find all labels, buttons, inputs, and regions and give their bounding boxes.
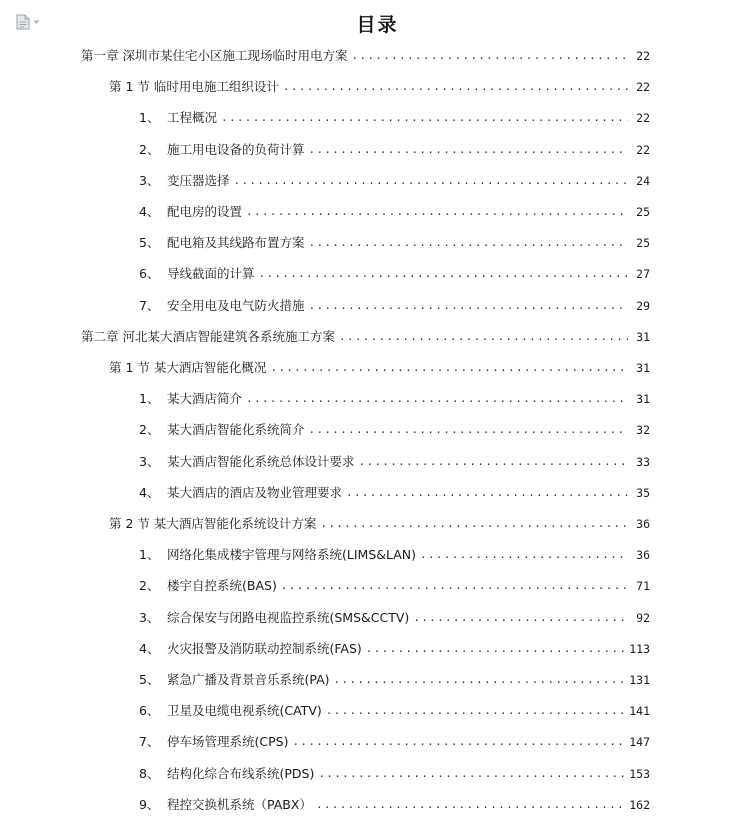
toc-entry-level3[interactable]: [139, 262, 650, 282]
toc-dot-leader: [366, 641, 625, 657]
toc-entry-number: 9、: [139, 796, 160, 812]
toc-entry-title: 卫星及电缆电视系统(CATV): [167, 703, 322, 719]
toc-entry-title: 停车场管理系统(CPS): [167, 734, 289, 750]
toc-page-number: 25: [636, 205, 650, 219]
toc-dot-leader: [234, 173, 628, 189]
toc-entry-level3[interactable]: [139, 730, 650, 750]
toc-page-number: 22: [636, 142, 650, 157]
toc-dot-leader: [318, 766, 625, 782]
toc-page-number: 31: [636, 329, 650, 344]
toc-dot-leader: [413, 610, 628, 626]
toc-entry-level2[interactable]: [109, 75, 650, 95]
toc-entry-number: 4、: [139, 484, 160, 500]
toc-entry-level3[interactable]: [139, 387, 650, 407]
toc-entry-title: 某大酒店的酒店及物业管理要求: [167, 484, 343, 500]
toc-page-number: 31: [636, 392, 650, 407]
toc-dot-leader: [334, 672, 626, 688]
toc-dot-leader: [359, 454, 628, 470]
toc-entry-level3[interactable]: [139, 169, 650, 189]
toc-entry-number: 3、: [139, 453, 160, 469]
toc-entry-level3[interactable]: [139, 699, 650, 719]
toc-entry-number: 6、: [139, 703, 160, 719]
toc-page-number: 24: [636, 173, 650, 188]
toc-entry-number: 4、: [139, 640, 160, 656]
toc-entry-title: 综合保安与闭路电视监控系统(SMS&CCTV): [167, 609, 410, 625]
toc-page-number: 35: [636, 485, 650, 500]
toc-entry-title: 楼宇自控系统(BAS): [167, 578, 277, 594]
toc-page-number: 131: [629, 673, 650, 687]
toc-entry-number: 第 1 节: [109, 79, 154, 95]
toc-page-number: 22: [636, 80, 650, 95]
toc-dot-leader: [326, 703, 625, 719]
toc-entry-level3[interactable]: [139, 138, 650, 158]
toc-entry-number: 1、: [139, 391, 160, 407]
toc-entry-level1[interactable]: [81, 325, 650, 345]
toc-entry-number: 第一章: [81, 48, 123, 63]
toc-entry-title: 施工用电设备的负荷计算: [167, 141, 305, 157]
toc-dot-leader: [309, 298, 628, 314]
toc-entry-level3[interactable]: [139, 637, 650, 657]
toc-entry-title: 程控交换机系统（PABX）: [167, 796, 312, 812]
toc-entry-number: 3、: [139, 609, 160, 625]
toc-dot-leader: [420, 547, 628, 563]
page-title: 目录: [356, 14, 399, 36]
toc-entry-title: 配电箱及其线路布置方案: [167, 235, 305, 251]
toc-entry-number: 7、: [139, 734, 160, 750]
toc-dot-leader: [270, 360, 628, 376]
toc-entry-number: 5、: [139, 672, 160, 687]
toc-page-number: 113: [629, 641, 650, 656]
toc-entry-title: 深圳市某住宅小区施工现场临时用电方案: [122, 48, 348, 63]
toc-entry-level3[interactable]: [139, 668, 650, 688]
toc-entry-level3[interactable]: [139, 231, 650, 251]
toc-entry-number: 6、: [139, 266, 160, 282]
toc-entry-level3[interactable]: [139, 793, 650, 813]
toc-dot-leader: [259, 266, 628, 282]
toc-page-number: 22: [636, 111, 650, 126]
toc-entry-level3[interactable]: [139, 481, 650, 501]
toc-entry-number: 2、: [139, 422, 160, 438]
toc-entry-level3[interactable]: [139, 294, 650, 314]
toc-entry-number: 7、: [139, 297, 160, 313]
toc-page-number: 147: [629, 735, 650, 750]
toc-entry-title: 网络化集成楼宇管理与网络系统(LIMS&LAN): [167, 547, 417, 563]
toc-entry-title: 河北某大酒店智能建筑各系统施工方案: [122, 328, 335, 344]
toc-entry-number: 1、: [139, 547, 160, 563]
toc-entry-level1[interactable]: [81, 44, 650, 64]
toc-entry-level3[interactable]: [139, 543, 650, 563]
toc-entry-level3[interactable]: [139, 574, 650, 594]
toc-entry-level2[interactable]: [109, 356, 650, 376]
toc-page-number: 33: [636, 454, 650, 469]
toc-dot-leader: [309, 142, 628, 158]
toc-entry-number: 4、: [139, 204, 160, 219]
toc-page-number: 29: [636, 298, 650, 313]
toc-entry-number: 5、: [139, 235, 160, 251]
toc-entry-number: 3、: [139, 172, 160, 188]
toc-entry-level3[interactable]: [139, 418, 650, 438]
toc-entry-title: 临时用电施工组织设计: [153, 79, 279, 95]
toc-dot-leader: [320, 516, 628, 532]
toc-entry-level3[interactable]: [139, 200, 650, 220]
toc-dot-leader: [309, 422, 628, 438]
toc-entry-level3[interactable]: [139, 606, 650, 626]
toc-entry-title: 结构化综合布线系统(PDS): [167, 765, 315, 781]
toc-dot-leader: [292, 734, 625, 750]
toc-entry-title: 紧急广播及背景音乐系统(PA): [167, 672, 330, 687]
toc-entry-title: 某大酒店简介: [167, 391, 243, 407]
toc-dot-leader: [221, 110, 628, 126]
toc-page-number: 92: [636, 610, 650, 625]
toc-dot-leader: [246, 391, 628, 407]
toc-entry-number: 1、: [139, 110, 160, 126]
toc-entry-level2[interactable]: [109, 512, 650, 532]
toc-page-number: 31: [636, 361, 650, 375]
toc-entry-number: 2、: [139, 141, 160, 157]
toc-dot-leader: [246, 204, 628, 220]
toc-entry-level3[interactable]: [139, 106, 650, 126]
toc-entry-number: 第 2 节: [109, 516, 154, 531]
toc-entry-title: 某大酒店智能化系统设计方案: [153, 516, 317, 531]
toc-page-number: 36: [636, 517, 650, 531]
toc-page-number: 36: [636, 548, 650, 563]
toc-dot-leader: [316, 797, 625, 813]
toc-page-number: 32: [636, 423, 650, 438]
toc-entry-title: 安全用电及电气防火措施: [167, 297, 305, 313]
toc-page-number: 162: [629, 797, 650, 812]
toc-entry-number: 2、: [139, 578, 160, 594]
toc-entry-title: 工程概况: [167, 110, 218, 126]
toc-page-number: 141: [629, 704, 650, 719]
toc-page-number: 22: [636, 49, 650, 63]
toc-entry-title: 导线截面的计算: [167, 266, 255, 282]
toc-dot-leader: [283, 79, 628, 95]
toc-entry-number: 第二章: [81, 328, 123, 344]
toc-dot-leader: [352, 48, 629, 64]
toc-page-number: 27: [636, 267, 650, 282]
toc-entry-title: 火灾报警及消防联动控制系统(FAS): [167, 640, 362, 656]
toc-entry-title: 某大酒店智能化系统总体设计要求: [167, 453, 355, 469]
toc-dot-leader: [309, 235, 628, 251]
toc-entry-number: 8、: [139, 765, 160, 781]
toc-entry-title: 某大酒店智能化概况: [153, 360, 267, 375]
toc-entry-number: 第 1 节: [109, 360, 154, 375]
toc-entry-level3[interactable]: [139, 762, 650, 782]
toc-dot-leader: [346, 485, 628, 501]
toc-entry-title: 某大酒店智能化系统简介: [167, 422, 305, 438]
toc-page-number: 153: [629, 766, 650, 781]
toc-page-number: 25: [636, 236, 650, 251]
toc-dot-leader: [339, 329, 628, 345]
toc-entry-title: 配电房的设置: [167, 204, 243, 219]
toc-entry-level3[interactable]: [139, 450, 650, 470]
toc-dot-leader: [281, 578, 628, 594]
toc-entry-title: 变压器选择: [167, 172, 230, 188]
toc-page-number: 71: [636, 579, 650, 594]
